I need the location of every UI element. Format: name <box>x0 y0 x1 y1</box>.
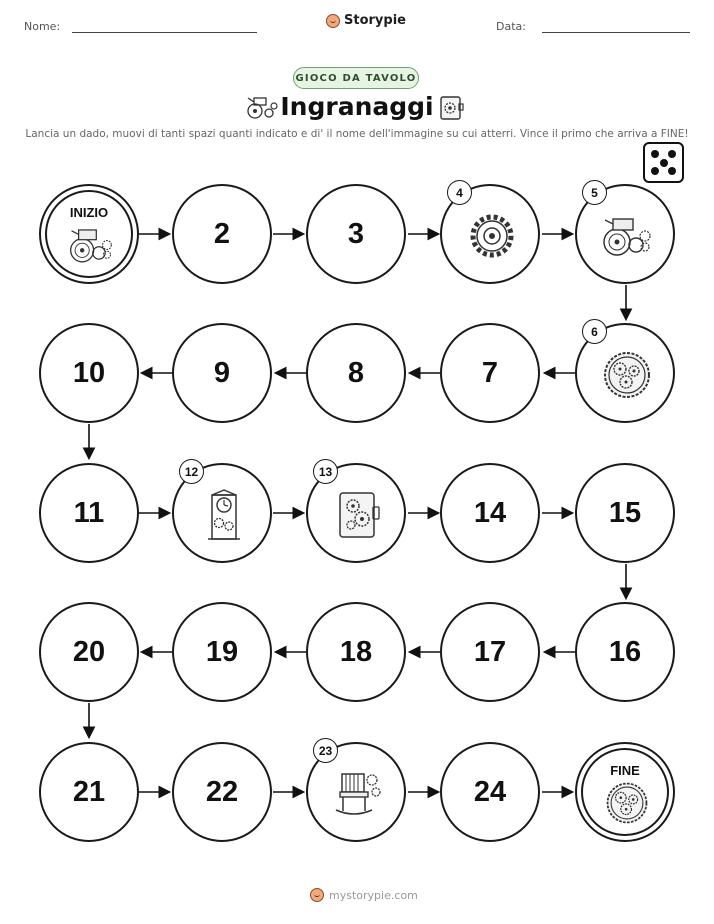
board-space[interactable] <box>172 742 272 842</box>
space-number: 8 <box>347 356 365 389</box>
board-space[interactable] <box>306 742 406 842</box>
start-label: INIZIO <box>69 205 109 220</box>
gear-icon <box>466 210 518 262</box>
date-label: Data: <box>496 20 526 33</box>
tractor-gears-icon <box>68 222 114 268</box>
space-number: 15 <box>608 496 642 529</box>
space-number: 2 <box>213 217 231 250</box>
board-space[interactable] <box>306 463 406 563</box>
footer-url[interactable]: mystorypie.com <box>329 888 418 902</box>
board-space[interactable] <box>575 323 675 423</box>
board-space[interactable] <box>172 463 272 563</box>
space-number: 7 <box>481 356 499 389</box>
space-number: 23 <box>313 738 338 763</box>
name-label: Nome: <box>24 20 61 33</box>
space-number: 21 <box>72 775 106 808</box>
board-space[interactable] <box>39 742 139 842</box>
grandfather-clock-icon <box>198 489 250 541</box>
space-number: 6 <box>582 319 607 344</box>
board-space[interactable] <box>306 602 406 702</box>
rocking-chair-gears-icon <box>332 768 384 820</box>
game-type-badge: GIOCO DA TAVOLO <box>293 67 419 89</box>
board-space[interactable] <box>440 184 540 284</box>
space-number: 11 <box>73 496 105 529</box>
board-space[interactable] <box>306 323 406 423</box>
instructions: Lancia un dado, muovi di tanti spazi quanti indicato e di' il nome dell'immagine su cui atterri. Vince il primo che arriva a FINE! <box>25 128 689 140</box>
watch-movement-icon <box>601 349 653 401</box>
board-space[interactable] <box>172 602 272 702</box>
board-space[interactable] <box>306 184 406 284</box>
board-space[interactable] <box>172 323 272 423</box>
space-number: 12 <box>179 459 204 484</box>
storypie-mascot-icon <box>310 888 324 902</box>
space-number: 19 <box>205 635 239 668</box>
tractor-gears-icon <box>601 210 653 262</box>
board-space[interactable] <box>440 323 540 423</box>
space-number: 10 <box>72 356 106 389</box>
space-number: 4 <box>447 180 472 205</box>
board-space[interactable] <box>39 602 139 702</box>
board-space[interactable] <box>39 463 139 563</box>
board-space[interactable] <box>575 184 675 284</box>
space-number: 13 <box>313 459 338 484</box>
finish-label: FINE <box>610 763 640 778</box>
board-space[interactable] <box>440 602 540 702</box>
space-number: 22 <box>205 775 239 808</box>
space-number: 20 <box>72 635 106 668</box>
footer <box>310 888 418 902</box>
board-space[interactable] <box>39 323 139 423</box>
watch-movement-icon <box>604 780 650 826</box>
brand-name: Storypie <box>344 13 406 28</box>
space-number: 18 <box>339 635 373 668</box>
space-number: 16 <box>608 635 642 668</box>
space-number: 9 <box>213 356 231 389</box>
space-number: 14 <box>473 496 507 529</box>
gear-notebook-icon <box>332 489 384 541</box>
board-space[interactable] <box>575 463 675 563</box>
page-title: Ingranaggi <box>280 92 434 121</box>
board-space[interactable] <box>575 602 675 702</box>
space-number: 5 <box>582 180 607 205</box>
board-space-finish[interactable] <box>575 742 675 842</box>
space-number: 3 <box>347 217 365 250</box>
board-space-start[interactable] <box>39 184 139 284</box>
board-space[interactable] <box>440 742 540 842</box>
board-space[interactable] <box>172 184 272 284</box>
board-space[interactable] <box>440 463 540 563</box>
space-number: 17 <box>473 635 507 668</box>
space-number: 24 <box>473 775 507 808</box>
